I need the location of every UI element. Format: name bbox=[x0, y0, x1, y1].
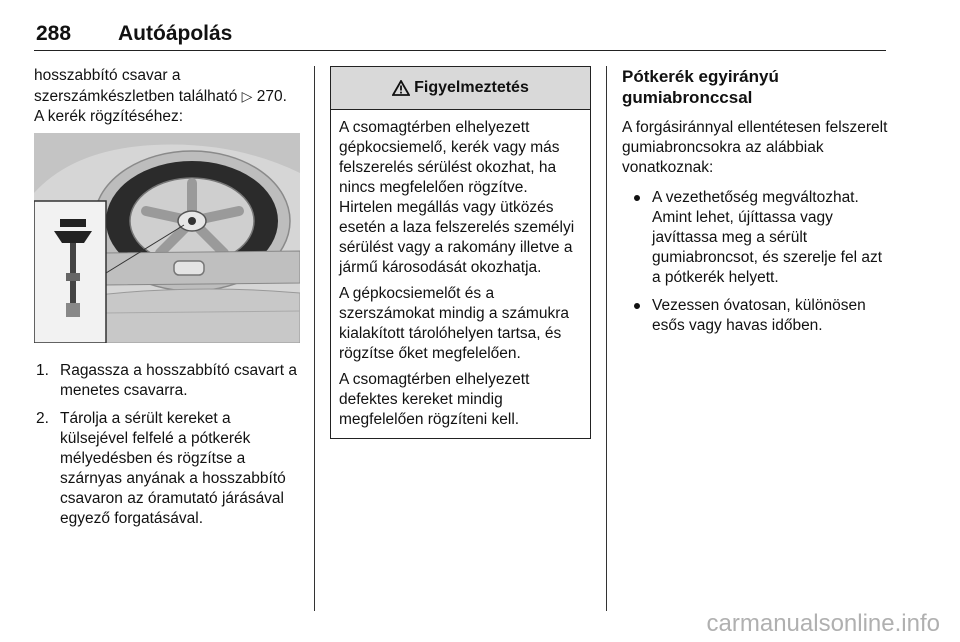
list-item: 1. Ragassza a hosszabbító csavart a menetes csavarra. bbox=[36, 362, 297, 399]
triangle-right-icon: ▷ bbox=[241, 88, 253, 104]
intro-line: szerszámkészletben található bbox=[34, 88, 242, 105]
warning-paragraph: A gépkocsiemelőt és a szerszámokat mindig a számukra kialakított tárolóhelyen tartsa, és rögzítse őket megfelelően. bbox=[339, 285, 569, 362]
column-left bbox=[34, 66, 300, 537]
warning-paragraph: A csomagtérben elhelyezett gépkocsiemelő, kerék vagy más felszerelés sérülést okozhat, ha nincs megfelelően rögzítve. Hirtelen megállás vagy ütközés esetén a laza felszerelés személyi sérülést vagy a rakomány illetve a jármű károsodását okozhatja. bbox=[339, 119, 575, 276]
warning-paragraph: A csomagtérben elhelyezett defektes kereket mindig megfelelően rögzíteni kell. bbox=[339, 371, 530, 428]
bullet-icon bbox=[634, 195, 640, 201]
column-divider bbox=[606, 66, 607, 611]
list-item: Vezessen óvatosan, különösen esős vagy havas időben. bbox=[622, 296, 892, 336]
warning-title: Figyelmeztetés bbox=[414, 79, 529, 96]
warning-triangle-icon bbox=[392, 80, 410, 96]
column-right bbox=[622, 66, 892, 344]
bullet-list bbox=[622, 188, 892, 336]
spare-wheel-illustration bbox=[34, 133, 300, 343]
column-divider bbox=[314, 66, 315, 611]
intro-line: hosszabbító csavar a bbox=[34, 67, 181, 84]
column-middle bbox=[330, 66, 591, 439]
list-item: A vezethetőség megváltozhat. Amint lehet, újíttassa vagy javíttassa meg a sérült gumiabroncsot, és szerelje fel azt a pótkerék helyett. bbox=[622, 188, 892, 288]
warning-body bbox=[331, 110, 590, 438]
bullet-icon bbox=[634, 303, 640, 309]
section-intro: A forgásiránnyal ellentétesen felszerelt gumiabroncsokra az alábbiak vonatkoznak: bbox=[622, 119, 888, 176]
warning-box bbox=[330, 66, 591, 439]
warning-header bbox=[331, 67, 590, 110]
intro-text bbox=[34, 66, 300, 127]
page-header bbox=[34, 14, 886, 51]
watermark: carmanualsonline.info bbox=[706, 610, 940, 637]
page-number: 288 bbox=[36, 22, 72, 45]
section-heading: Pótkerék egyirányú gumiabronccsal bbox=[622, 67, 779, 107]
running-title: Autóápolás bbox=[118, 22, 233, 45]
list-item: 2. Tárolja a sérült kereket a külsejével felfelé a pótkerék mélyedésben és rögzítse a szárnyas anyának a hosszabbító csavaron az óramutató járásával egyező forgatásával. bbox=[36, 410, 286, 527]
intro-line: A kerék rögzítéséhez: bbox=[34, 108, 184, 125]
steps-list bbox=[34, 361, 300, 529]
cross-reference[interactable]: 270. bbox=[252, 88, 287, 105]
